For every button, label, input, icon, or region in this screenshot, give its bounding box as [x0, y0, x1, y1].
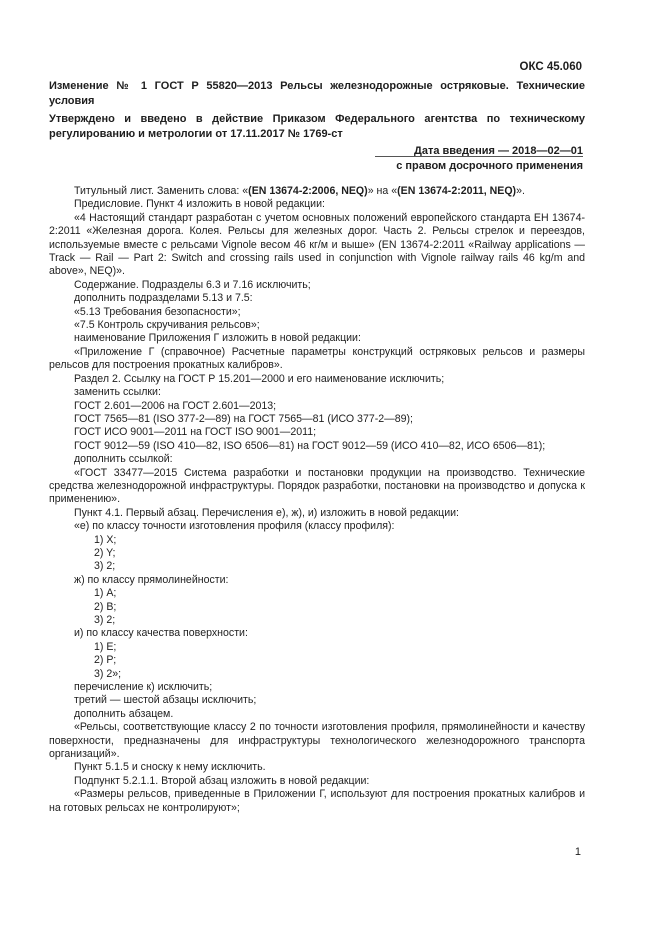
- text: «4 Настоящий стандарт разработан с учетом основных положений европейского стандарта ЕН 13674-2:2011 «Железная дорога. Колея. Рельсы для железных дорог. Часть 2. Рельсы стрелок и переездов, используемые вместе с рельсами Vignole весом 46 кг/м и выше» (EN 13674-2:2011 «Railway applications — Track — Rail — Part 2: Switch and crossing rails used in conjunction with Vignole railway rails 46 kg/m and above», NEQ)».: [49, 211, 585, 278]
- document-body: [49, 185, 585, 815]
- classification-code: ОКС 45.060: [519, 61, 582, 73]
- early-application-note: с правом досрочного применения: [396, 160, 583, 172]
- list-item: 2) Р;: [94, 654, 117, 667]
- date-underline: [375, 156, 583, 157]
- paragraph: «ГОСТ 33477—2015 Система разработки и постановки продукции на производство. Технические средства железнодорожной инфраструктуры. Порядок разработки, постановки на производство и допуска к применению».: [49, 466, 585, 506]
- text: ».: [516, 185, 525, 197]
- paragraph: «Рельсы, соответствующие классу 2 по точности изготовления профиля, прямолинейности и качеству поверхности, предназначены для инфраструктуры технологического железнодорожного транспорта организаций».: [49, 721, 585, 761]
- paragraph: Содержание. Подразделы 6.3 и 7.16 исключить;: [74, 278, 311, 291]
- paragraph: ГОСТ ИСО 9001—2011 на ГОСТ ISO 9001—2011;: [74, 426, 317, 439]
- paragraph: «5.13 Требования безопасности»;: [74, 305, 241, 318]
- list-item: 1) Е;: [94, 640, 117, 653]
- paragraph: и) по классу качества поверхности:: [74, 627, 248, 640]
- list-item: 2) Y;: [94, 546, 116, 559]
- text-bold: (EN 13674-2:2011, NEQ): [397, 185, 517, 197]
- paragraph: Пункт 4.1. Первый абзац. Перечисления е), ж), и) изложить в новой редакции:: [74, 506, 459, 519]
- list-item: 3) 2;: [94, 614, 116, 626]
- paragraph: [49, 185, 585, 198]
- paragraph: Подпункт 5.2.1.1. Второй абзац изложить в новой редакции:: [74, 774, 370, 787]
- paragraph: «е) по классу точности изготовления профиля (классу профиля):: [74, 520, 395, 533]
- paragraph: третий — шестой абзацы исключить;: [74, 694, 257, 707]
- paragraph: заменить ссылки:: [74, 386, 161, 399]
- paragraph: ГОСТ 7565—81 (ISO 377-2—89) на ГОСТ 7565—81 (ИСО 377-2—89);: [74, 412, 413, 425]
- paragraph: дополнить ссылкой:: [74, 453, 173, 466]
- paragraph: Предисловие. Пункт 4 изложить в новой редакции:: [74, 198, 325, 211]
- paragraph: Раздел 2. Ссылку на ГОСТ Р 15.201—2000 и его наименование исключить;: [74, 372, 445, 385]
- text: » на «: [367, 185, 398, 197]
- document-title: Изменение № 1 ГОСТ Р 55820—2013 Рельсы железнодорожные остряковые. Технические условия: [49, 80, 585, 107]
- page-number: 1: [574, 846, 581, 858]
- paragraph: [49, 212, 585, 279]
- paragraph: Пункт 5.1.5 и сноску к нему исключить.: [74, 761, 266, 774]
- approval-statement: Утверждено и введено в действие Приказом Федерального агентства по техническому регулированию и метрологии от 17.11.2017 № 1769-ст: [49, 113, 585, 140]
- list-item: 1) X;: [94, 533, 117, 546]
- paragraph: «Размеры рельсов, приведенные в Приложении Г, используют для построения прокатных калибров и на готовых рельсах не контролируют»;: [49, 788, 585, 814]
- paragraph: «7.5 Контроль скручивания рельсов»;: [74, 319, 260, 332]
- effective-date: Дата введения — 2018—02—01: [414, 145, 583, 157]
- list-item: 3) 2»;: [94, 667, 122, 680]
- text: Титульный лист. Заменить слова: «: [74, 185, 249, 197]
- text-bold: (EN 13674-2:2006, NEQ): [248, 185, 368, 197]
- paragraph: перечисление к) исключить;: [74, 681, 213, 694]
- list-item: 3) 2;: [94, 560, 116, 573]
- paragraph: ГОСТ 9012—59 (ISO 410—82, ISO 6506—81) на ГОСТ 9012—59 (ИСО 410—82, ИСО 6506—81);: [74, 439, 546, 452]
- paragraph: наименование Приложения Г изложить в новой редакции:: [74, 332, 361, 345]
- paragraph: ж) по классу прямолинейности:: [74, 573, 229, 586]
- paragraph: дополнить подразделами 5.13 и 7.5:: [74, 292, 253, 305]
- paragraph: ГОСТ 2.601—2006 на ГОСТ 2.601—2013;: [74, 399, 277, 412]
- list-item: 1) А;: [94, 587, 117, 600]
- paragraph: дополнить абзацем.: [74, 707, 174, 720]
- paragraph: «Приложение Г (справочное) Расчетные параметры конструкций остряковых рельсов и размеры рельсов для построения прокатных калибров».: [49, 345, 585, 372]
- list-item: 2) В;: [94, 600, 117, 613]
